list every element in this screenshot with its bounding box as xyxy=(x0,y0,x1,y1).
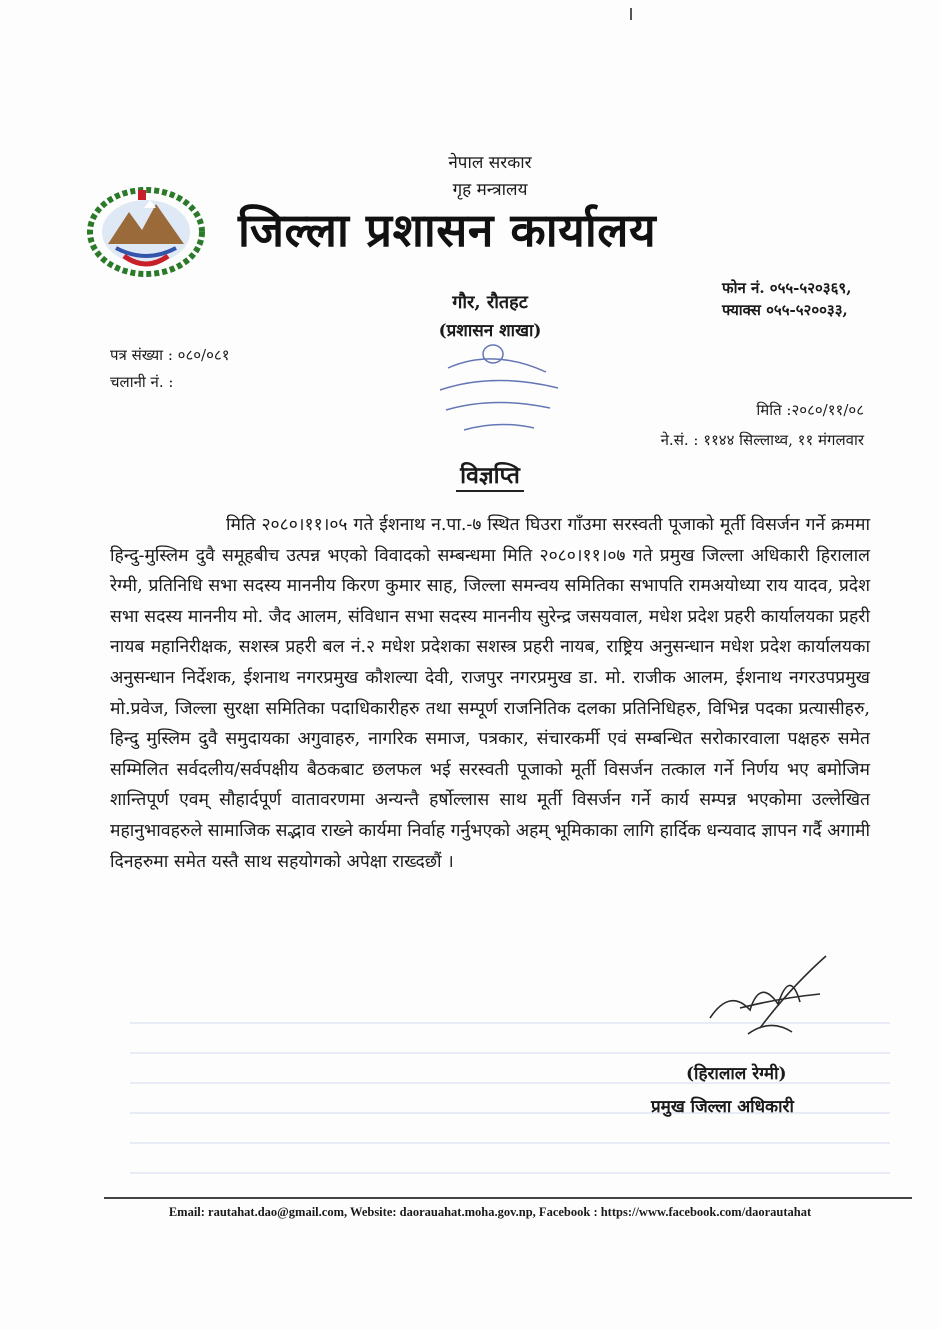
government-name: नेपाल सरकार xyxy=(448,153,532,173)
signer-name: (हिरालाल रेग्मी) xyxy=(686,1064,787,1084)
footer-contact: Email: rautahat.dao@gmail.com, Website: daorauahat.moha.gov.np, Facebook : https://www.facebook.com/daorautahat xyxy=(168,1205,812,1219)
dispatch-number: चलानी नं. : xyxy=(110,373,174,391)
ministry-name: गृह मन्त्रालय xyxy=(452,180,528,200)
fax-number: फ्याक्स ०५५-५२००३३, xyxy=(722,301,848,319)
nepal-emblem-icon xyxy=(84,182,208,278)
signature-icon xyxy=(700,948,836,1048)
footer-divider xyxy=(104,1197,912,1199)
paper-mark xyxy=(630,8,632,20)
phone-number: फोन नं. ०५५-५२०३६९, xyxy=(722,279,852,297)
notice-body: मिति २०८०।११।०५ गते ईशनाथ न.पा.-७ स्थित घिउरा गाँउमा सरस्वती पूजाको मूर्ती विसर्जन गर्ने क्रममा हिन्दु-मुस्लिम दुवै समूहबीच उत्पन्न भएको विवादको सम्बन्धमा मिति २०८०।११।०७ गते प्रमुख जिल्ला अधिकारी हिरालाल रेग्मी, प्रतिनिधि सभा सदस्य माननीय किरण कुमार साह, जिल्ला समन्वय समितिका सभापति रामअयोध्या राय यादव, प्रदेश सभा सदस्य माननीय मो. जैद आलम, संविधान सभा सदस्य माननीय सुरेन्द्र जसयवाल, मधेश प्रदेश प्रहरी कार्यालयका प्रहरी नायब महानिरीक्षक, सशस्त्र प्रहरी बल नं.२ मधेश प्रदेशका सशस्त्र प्रहरी नायब, राष्ट्रिय अनुसन्धान मधेश प्रदेश कार्यालयका अनुसन्धान निर्देशक, ईशनाथ नगरप्रमुख कौशल्या देवी, राजपुर नगरप्रमुख डा. मो. राजीक आलम, ईशनाथ नगरउपप्रमुख मो.प्रवेज, जिल्ला सुरक्षा समितिका पदाधिकारीहरु तथा सम्पूर्ण राजनितिक दलका प्रतिनिधिहरु, विभिन्न पदका प्रत्यासीहरु, हिन्दु मुस्लिम दुवै समुदायका अगुवाहरु, नागरिक समाज, पत्रकार, संचारकर्मी एवं सम्बन्धित सरोकारवाला पक्षहरु समेत सम्मिलित सर्वदलीय/सर्वपक्षीय बैठकबाट छलफल भई सरस्वती पूजाको मूर्ती विसर्जन तत्काल गर्ने निर्णय भए बमोजिम शान्तिपूर्ण एवम् सौहार्दपूर्ण वातावरणमा अन्यन्तै हर्षोल्लास साथ मूर्ती विसर्जन गर्ने कार्य सम्पन्न भएकोमा उल्लेखित महानुभावहरुले सामाजिक सद्भाव राख्ने कार्यमा निर्वाह गर्नुभएको अहम् भूमिकाका लागि हार्दिक धन्यवाद ज्ञापन गर्दै अगामी दिनहरुमा समेत यस्तै साथ सहयोगको अपेक्षा राख्दछौं । xyxy=(110,515,870,872)
date-bs: मिति :२०८०/११/०८ xyxy=(756,401,864,419)
signer-title: प्रमुख जिल्ला अधिकारी xyxy=(651,1097,794,1117)
notice-heading-text: विज्ञप्ति xyxy=(456,462,524,492)
office-stamp-icon xyxy=(418,338,568,438)
letter-number: पत्र संख्या : ०८०/०८१ xyxy=(110,346,230,364)
date-nepal-sambat: ने.सं. : ११४४ सिल्लाथ्व, ११ मंगलवार xyxy=(660,431,864,449)
office-title: जिल्ला प्रशासन कार्यालय xyxy=(238,203,657,257)
notice-heading xyxy=(0,458,940,490)
office-location: गौर, रौतहट xyxy=(452,292,528,313)
branch-name: (प्रशासन शाखा) xyxy=(438,321,542,341)
